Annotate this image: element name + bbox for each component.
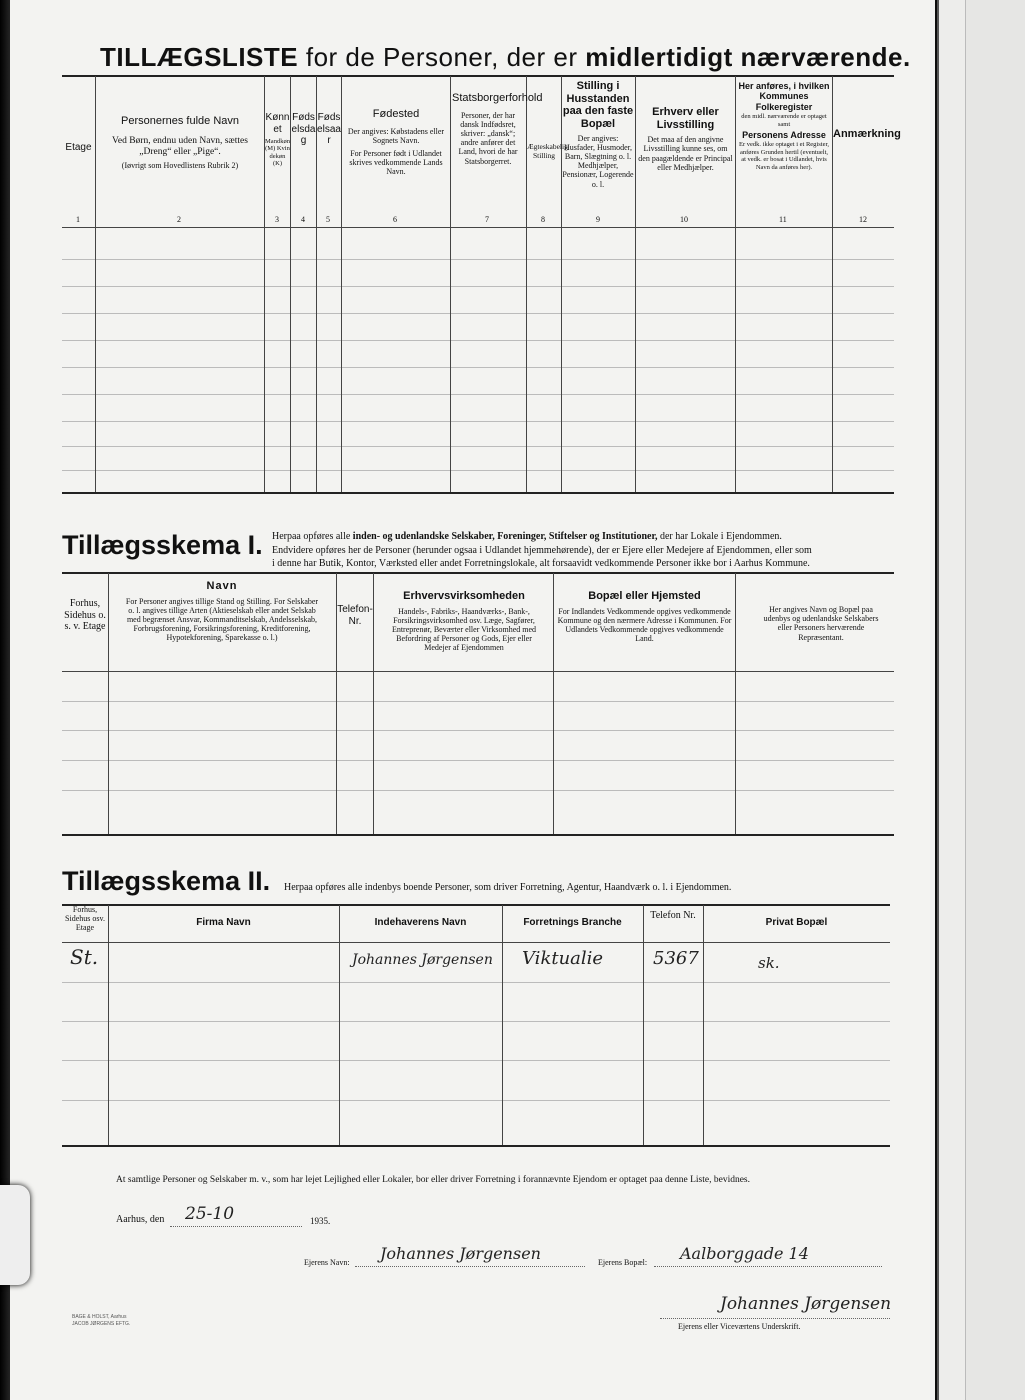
- col-num-2: 2: [177, 215, 181, 224]
- col-koennet: Kønnet Mandkøn (M) Kvindekøn (K): [265, 112, 290, 168]
- skema1-description: Herpaa opføres alle inden- og udenlandske Selskaber, Foreninger, Stiftelser og Institutioner, der har Lokale i Ejendommen. Endvidere opføres her de Personer (herunder ogsaa i Udlandet hjemmehørende), der er Ejere eller Medejere af Ejendommen, eller som i denne har Butik, Kontor, Værksted eller andet Forretningslokale, alt forsaavidt vedkommende Personer ikke bor i Aarhus Kommune.: [272, 531, 812, 569]
- col-num-4: 4: [301, 215, 305, 224]
- footer-place: Aarhus, den: [116, 1214, 165, 1225]
- col-num-3: 3: [275, 215, 279, 224]
- col-stilling-husstand: Stilling i Husstanden paa den faste Bopæl Der angives: Husfader, Husmoder, Barn, Slægtning o. l. Medhjælper, Pensionær, Logerende o. l.: [562, 80, 634, 189]
- skema2-col-telefon: Telefon Nr.: [650, 910, 696, 921]
- skema2-row-telefon: 5367: [653, 948, 699, 969]
- skema2-col-branche: Forretnings Branche: [523, 917, 622, 928]
- col-num-1: 1: [76, 215, 80, 224]
- col-num-7: 7: [485, 215, 489, 224]
- caretaker-signature: Johannes Jørgensen: [720, 1294, 892, 1314]
- col-foedested: Fødested Der angives: Købstadens eller Sognets Navn. For Personer født i Udlandet skrives vedkommende Lands Navn.: [347, 108, 445, 177]
- skema2-col-indehaver: Indehaverens Navn: [374, 917, 467, 928]
- next-page-edge: [937, 0, 1025, 1400]
- skema2-row-indehaver: Johannes Jørgensen: [352, 952, 493, 968]
- col-num-8: 8: [541, 215, 545, 224]
- skema1-col-repraesentant: Her angives Navn og Bopæl paa udenbys og udenlandske Selskabers eller Personers herværende Repræsentant.: [763, 605, 879, 642]
- col-foedselsdag: Fødselsdag: [291, 112, 316, 146]
- col-aegteskabelig: Ægteskabelig Stilling: [527, 142, 568, 160]
- owner-name-signature: Johannes Jørgensen: [380, 1244, 541, 1263]
- col-statsborger: Statsborgerforhold Personer, der har dansk Indfødsret, skriver: „dansk“; andre anfører det Land, hvori de har Statsborgerret.: [452, 92, 543, 166]
- col-folkeregister: Her anføres, i hvilken Kommunes Folkeregister den midl. nærværende er optaget samt Personens Adresse Er vedk. ikke optaget i et Register, anføres Grunden hertil (eventuelt, at vedk. er bosat i Udlandet, hvis Navn da anføres her).: [738, 81, 830, 171]
- skema2-col-firma: Firma Navn: [196, 917, 251, 928]
- skema2-description: Herpaa opføres alle indenbys boende Personer, som driver Forretning, Agentur, Haandværk o. l. i Ejendommen.: [284, 882, 732, 893]
- skema2-row-branche: Viktualie: [522, 948, 604, 969]
- skema2-col-privat-bopael: Privat Bopæl: [765, 917, 828, 928]
- skema1-col-erhverv: Erhvervsvirksomheden Handels-, Fabriks-, Haandværks-, Bank-, Forsikringsvirksomhed osv. Læge, Sagfører, Entreprenør, Beværter eller Virksomhed med Befordring af Personer og Gods, Ejer eller Medejer af Ejendommen: [391, 590, 537, 653]
- owner-address: Aalborggade 14: [680, 1244, 809, 1263]
- col-fulde-navn: Personernes fulde Navn Ved Børn, endnu uden Navn, sættes „Dreng“ eller „Pige“. (Iøvrigt som Hovedlistens Rubrik 2): [112, 115, 248, 171]
- owner-address-label: Ejerens Bopæl:: [598, 1258, 648, 1267]
- footer-date: 25-10: [185, 1204, 235, 1224]
- skema2-row-bopael: sk.: [758, 954, 780, 972]
- printer-mark: BAGE & HOLST, Aarhus JACOB JØRGENS EFTG.: [72, 1314, 131, 1327]
- col-num-5: 5: [326, 215, 330, 224]
- signature-label: Ejerens eller Viceværtens Underskrift.: [678, 1322, 801, 1331]
- col-etage: Etage: [65, 142, 92, 153]
- skema2-title: Tillægsskema II.: [62, 866, 271, 896]
- owner-name-label: Ejerens Navn:: [304, 1258, 350, 1267]
- col-num-6: 6: [393, 215, 397, 224]
- skema1-col-bopael: Bopæl eller Hjemsted For Indlandets Vedkommende opgives vedkommende Kommune og den nærmere Adresse i Kommunen. For Udlandets Vedkommende opgives vedkommende Land.: [557, 590, 732, 644]
- skema2-row-etage: St.: [70, 945, 99, 969]
- col-num-12: 12: [859, 215, 867, 224]
- col-erhverv: Erhverv eller Livsstilling Det maa af den angivne Livsstilling kunne ses, om den paagældende er Principal eller Medhjælper.: [638, 106, 733, 172]
- col-num-9: 9: [596, 215, 600, 224]
- skema2-col-etage: Forhus, Sidehus osv. Etage: [65, 905, 105, 933]
- col-anmaerkning: Anmærkning: [833, 128, 901, 140]
- scanner-thumb: [0, 1185, 30, 1285]
- form-page: [10, 0, 935, 1400]
- col-num-11: 11: [779, 215, 787, 224]
- skema1-col-etage: Forhus, Sidehus o. s. v. Etage: [64, 598, 106, 632]
- skema1-col-navn: Navn For Personer angives tillige Stand og Stilling. For Selskaber o. l. angives tillige Arten (Aktieselskab eller andet Selskab med begrænset Ansvar, Kommanditselskab, Andelsselskab, Forbrugsforening, Forsikringsforening, Kreditforening, Hypotekforening, Sparekasse o. l.): [125, 580, 319, 643]
- page-title: TILLÆGSLISTE for de Personer, der er midlertidigt nærværende.: [100, 42, 911, 72]
- skema1-title: Tillægsskema I.: [62, 530, 263, 560]
- col-foedselsaar: Fødselsaar: [317, 112, 341, 146]
- footer-year: 1935.: [310, 1216, 331, 1226]
- skema1-col-telefon: Telefon-Nr.: [337, 604, 373, 627]
- footer-statement: At samtlige Personer og Selskaber m. v., som har lejet Lejlighed eller Lokaler, bor eller driver Forretning i forannævnte Ejendom er optaget paa denne Liste, bevidnes.: [116, 1175, 750, 1185]
- col-num-10: 10: [680, 215, 688, 224]
